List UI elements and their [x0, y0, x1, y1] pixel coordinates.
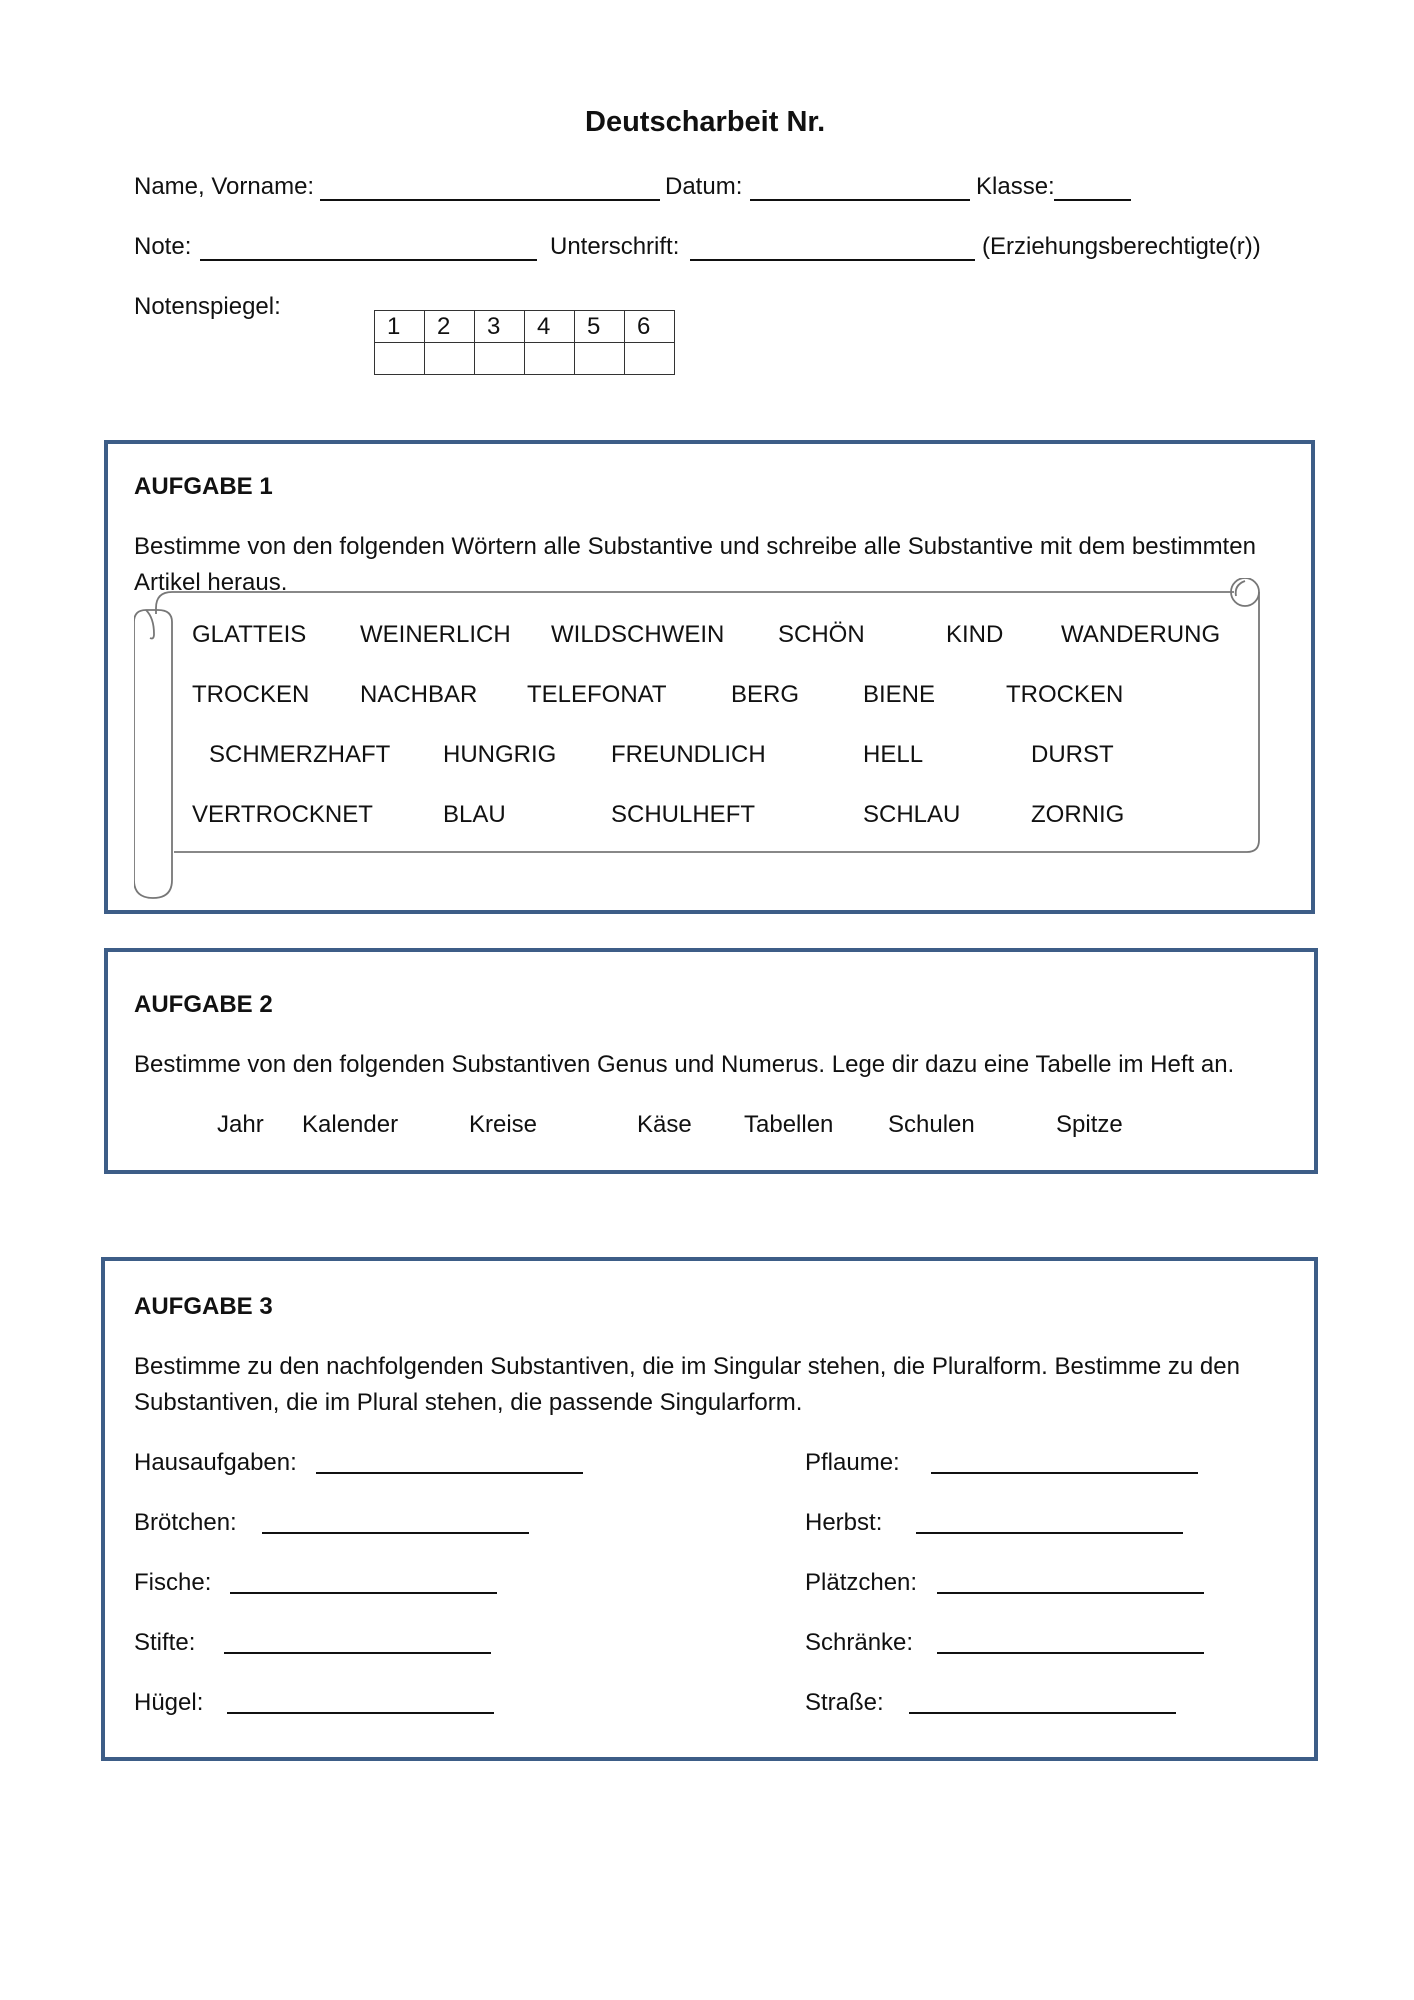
grade-count-cell[interactable]: [525, 343, 575, 375]
word: SCHMERZHAFT: [209, 741, 391, 768]
word: TROCKEN: [1006, 681, 1124, 708]
word: ZORNIG: [1031, 801, 1125, 828]
task3-item-label: Fische:: [134, 1569, 212, 1596]
grade-table: [374, 310, 675, 375]
task3-answer-field[interactable]: [262, 1532, 529, 1534]
word: Kalender: [302, 1111, 399, 1138]
word: WANDERUNG: [1061, 621, 1221, 648]
task3-answer-field[interactable]: [224, 1652, 491, 1654]
task3-answer-field[interactable]: [937, 1592, 1204, 1594]
word: BERG: [731, 681, 800, 708]
word: HUNGRIG: [443, 741, 557, 768]
grade-table-label: Notenspiegel:: [134, 293, 281, 320]
task3-item-label: Hausaufgaben:: [134, 1449, 297, 1476]
grade-field[interactable]: [200, 259, 537, 261]
grade-count-cell[interactable]: [625, 343, 675, 375]
task2-heading: AUFGABE 2: [134, 991, 273, 1018]
guardian-note: (Erziehungsberechtigte(r)): [982, 233, 1261, 260]
word: WILDSCHWEIN: [551, 621, 725, 648]
word: TROCKEN: [192, 681, 310, 708]
word: Spitze: [1056, 1111, 1123, 1138]
grade-column-1: 1: [375, 311, 425, 343]
grade-count-cell[interactable]: [375, 343, 425, 375]
task3-instruction-line2: Substantiven, die im Plural stehen, die passende Singularform.: [134, 1389, 803, 1416]
grade-count-cell[interactable]: [425, 343, 475, 375]
name-field[interactable]: [320, 199, 660, 201]
word: Jahr: [217, 1111, 264, 1138]
grade-table-header-row: [375, 311, 675, 343]
word: WEINERLICH: [360, 621, 511, 648]
word: BLAU: [443, 801, 506, 828]
word: FREUNDLICH: [611, 741, 766, 768]
grade-label: Note:: [134, 233, 192, 260]
word: TELEFONAT: [527, 681, 667, 708]
date-field[interactable]: [750, 199, 970, 201]
task3-answer-field[interactable]: [316, 1472, 583, 1474]
date-label: Datum:: [665, 173, 743, 200]
signature-label: Unterschrift:: [550, 233, 680, 260]
word: NACHBAR: [360, 681, 478, 708]
signature-field[interactable]: [690, 259, 975, 261]
word: SCHLAU: [863, 801, 961, 828]
task3-instruction-line1: Bestimme zu den nachfolgenden Substantiven, die im Singular stehen, die Pluralform. Bestimme zu den: [134, 1353, 1240, 1380]
task3-item-label: Hügel:: [134, 1689, 204, 1716]
task3-item-label: Plätzchen:: [805, 1569, 918, 1596]
task3-item-label: Stifte:: [134, 1629, 196, 1656]
word: GLATTEIS: [192, 621, 307, 648]
task3-item-label: Pflaume:: [805, 1449, 900, 1476]
task3-item-label: Brötchen:: [134, 1509, 237, 1536]
word: Tabellen: [744, 1111, 834, 1138]
grade-column-5: 5: [575, 311, 625, 343]
grade-column-3: 3: [475, 311, 525, 343]
grade-count-cell[interactable]: [475, 343, 525, 375]
task3-answer-field[interactable]: [909, 1712, 1176, 1714]
task3-answer-field[interactable]: [230, 1592, 497, 1594]
task3-answer-field[interactable]: [937, 1652, 1204, 1654]
word: HELL: [863, 741, 924, 768]
word: SCHÖN: [778, 621, 865, 648]
task1-heading: AUFGABE 1: [134, 473, 273, 500]
grade-column-4: 4: [525, 311, 575, 343]
grade-count-cell[interactable]: [575, 343, 625, 375]
task3-box: [101, 1257, 1318, 1761]
task3-item-label: Herbst:: [805, 1509, 883, 1536]
task3-item-label: Straße:: [805, 1689, 884, 1716]
word: Kreise: [469, 1111, 538, 1138]
task1-instruction-line2: Artikel heraus.: [134, 569, 288, 596]
word: DURST: [1031, 741, 1114, 768]
class-label: Klasse:: [976, 173, 1055, 200]
word: Käse: [637, 1111, 692, 1138]
word: KIND: [946, 621, 1004, 648]
task2-instruction: Bestimme von den folgenden Substantiven Genus und Numerus. Lege dir dazu eine Tabelle im Heft an.: [134, 1051, 1235, 1078]
word: SCHULHEFT: [611, 801, 756, 828]
task1-instruction-line1: Bestimme von den folgenden Wörtern alle Substantive und schreibe alle Substantive mit dem bestimmten: [134, 533, 1256, 560]
word: VERTROCKNET: [192, 801, 373, 828]
grade-column-2: 2: [425, 311, 475, 343]
page-title: Deutscharbeit Nr.: [585, 106, 826, 138]
name-label: Name, Vorname:: [134, 173, 315, 200]
word: BIENE: [863, 681, 936, 708]
task3-answer-field[interactable]: [916, 1532, 1183, 1534]
grade-column-6: 6: [625, 311, 675, 343]
task3-answer-field[interactable]: [227, 1712, 494, 1714]
class-field[interactable]: [1054, 199, 1131, 201]
task3-heading: AUFGABE 3: [134, 1293, 273, 1320]
task3-item-label: Schränke:: [805, 1629, 914, 1656]
word: Schulen: [888, 1111, 975, 1138]
task3-answer-field[interactable]: [931, 1472, 1198, 1474]
grade-table-count-row: [375, 343, 675, 375]
